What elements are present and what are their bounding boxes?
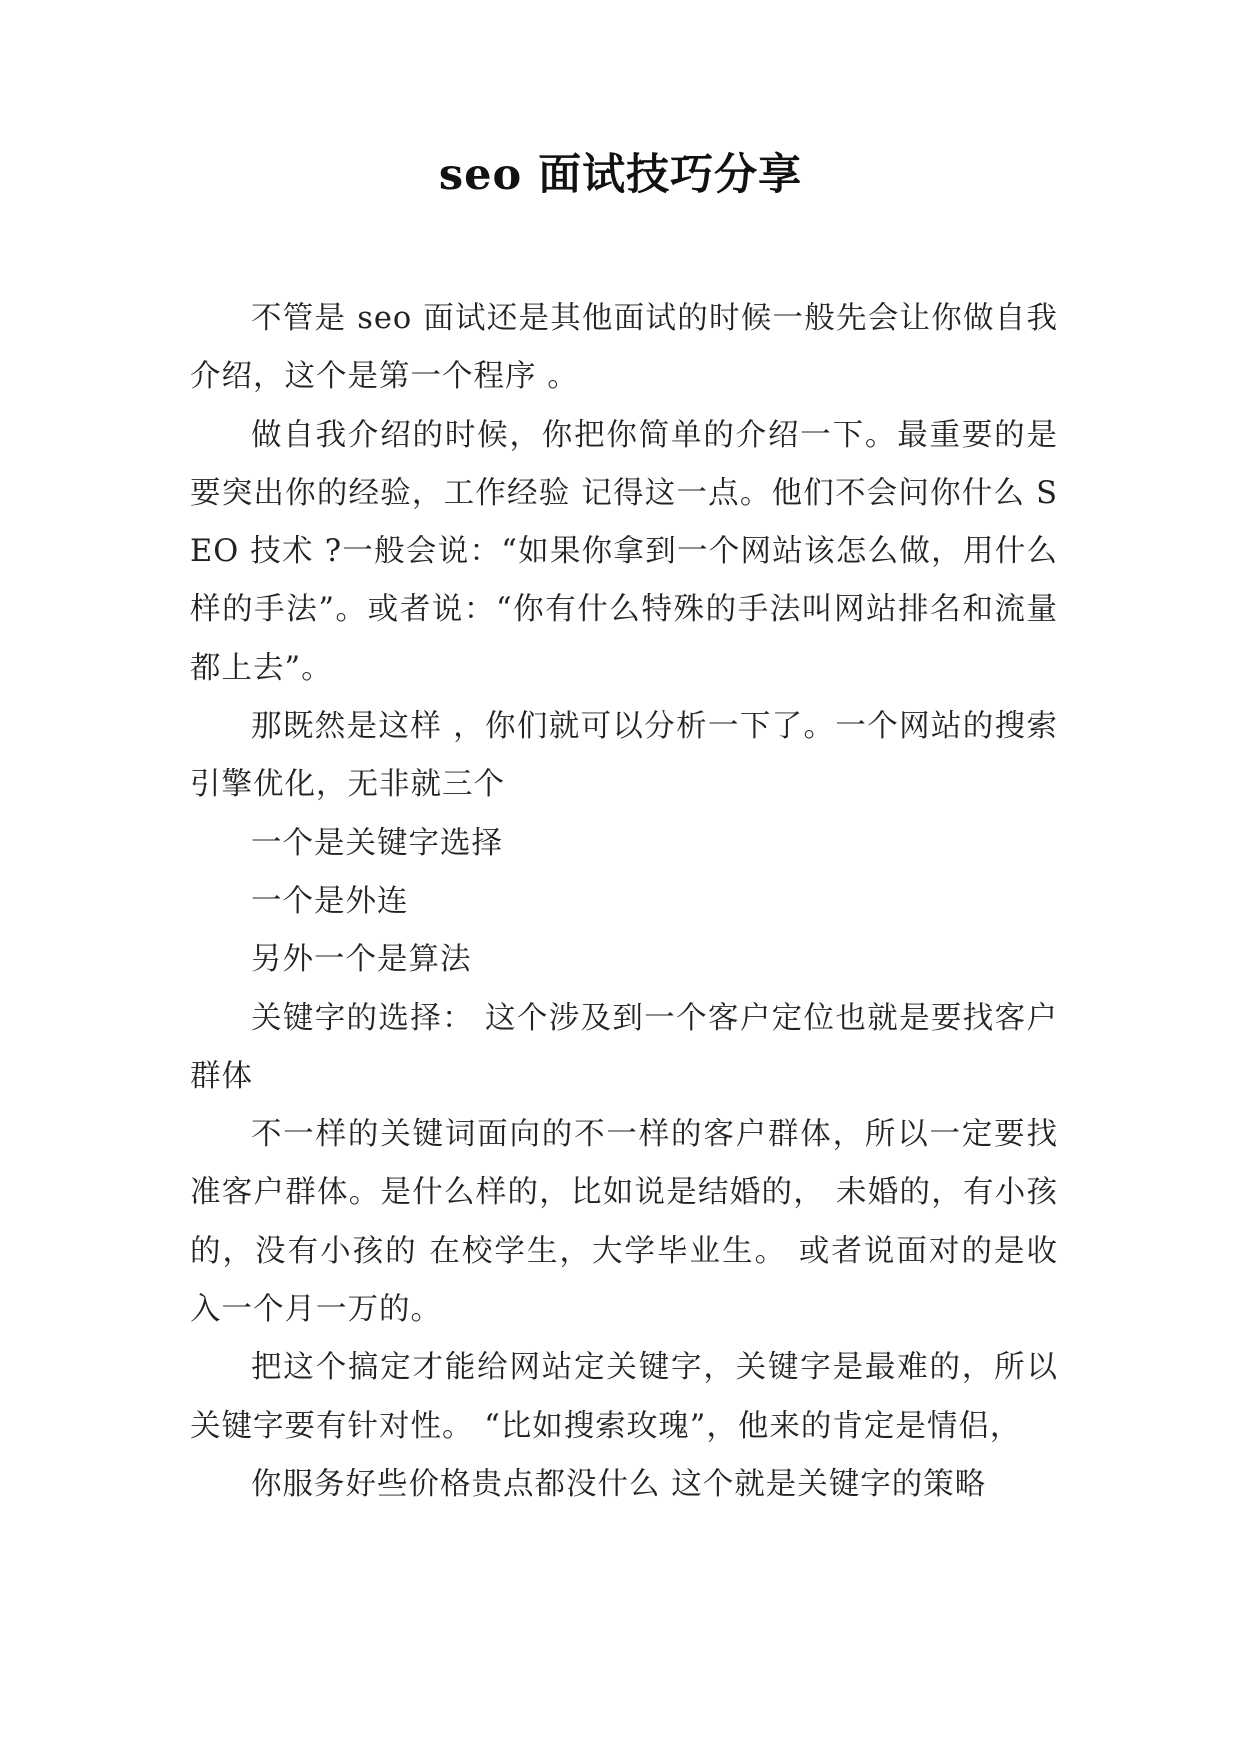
document-title: seo 面试技巧分享 [438, 150, 803, 200]
paragraph-intro: 不管是 seo 面试还是其他面试的时候一般先会让你做自我介绍，这个是第一个程序 。 [190, 301, 1058, 395]
list-item-external-links: 一个是外连 [251, 883, 409, 919]
document-body [190, 290, 1058, 1514]
paragraph-self-introduction: 做自我介绍的时候，你把你简单的介绍一下。最重要的是要突出你的经验，工作经验 记得这一点。他们不会问你什么 SEO 技术 ?一般会说：“如果你拿到一个网站该怎么做，用什么样的手法”。或者说：“你有什么特殊的手法叫网站排名和流量都上去”。 [190, 417, 1058, 686]
paragraph-analysis: 那既然是这样 ，你们就可以分析一下了。一个网站的搜索引擎优化，无非就三个 [190, 709, 1058, 803]
paragraph-keyword-targeting: 把这个搞定才能给网站定关键字，关键字是最难的，所以关键字要有针对性。 “比如搜索玫瑰”，他来的肯定是情侣， [190, 1350, 1058, 1444]
paragraph-keyword-strategy: 你服务好些价格贵点都没什么 这个就是关键字的策略 [251, 1466, 987, 1502]
paragraph-keyword-choice: 关键字的选择： 这个涉及到一个客户定位也就是要找客户群体 [190, 1000, 1058, 1094]
list-item-algorithm: 另外一个是算法 [251, 942, 472, 978]
list-item-keyword-selection: 一个是关键字选择 [251, 825, 503, 861]
paragraph-customer-groups: 不一样的关键词面向的不一样的客户群体，所以一定要找准客户群体。是什么样的，比如说是结婚的， 未婚的，有小孩的，没有小孩的 在校学生，大学毕业生。 或者说面对的是收入一个月一万的。 [190, 1117, 1058, 1328]
